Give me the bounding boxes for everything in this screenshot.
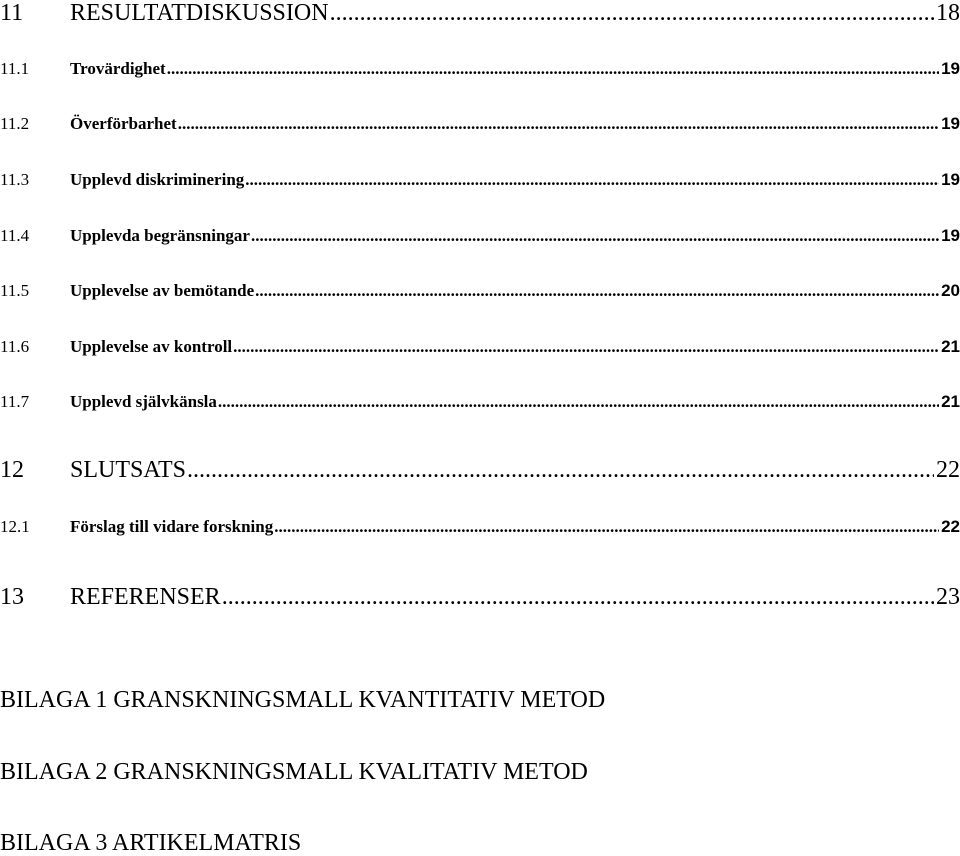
toc-number: 11.7 — [0, 392, 30, 411]
toc-page-number: 22 — [941, 517, 960, 536]
toc-entry-11-6[interactable] — [0, 338, 960, 355]
toc-title: Upplevd diskriminering — [70, 170, 245, 189]
toc-page-number: 20 — [941, 281, 960, 300]
toc-leader — [233, 338, 939, 355]
toc-entry-chapter-11[interactable] — [0, 1, 960, 25]
toc-leader — [187, 458, 934, 482]
toc-title: Förslag till vidare forskning — [70, 517, 274, 536]
toc-title: Överförbarhet — [70, 114, 177, 133]
toc-entry-12-1[interactable] — [0, 518, 960, 535]
toc-number: 11.2 — [0, 114, 30, 133]
toc-title: REFERENSER — [70, 584, 221, 610]
toc-number: 12 — [0, 457, 24, 483]
toc-title: SLUTSATS — [70, 457, 187, 483]
toc-title: RESULTATDISKUSSION — [70, 0, 329, 26]
appendix-2-heading: BILAGA 2 GRANSKNINGSMALL KVALITATIV METOD — [0, 759, 588, 785]
toc-number: 11 — [0, 0, 24, 26]
toc-page-number: 21 — [941, 337, 960, 356]
toc-entry-11-3[interactable] — [0, 171, 960, 188]
toc-page-number: 19 — [941, 226, 960, 245]
toc-entry-11-7[interactable] — [0, 393, 960, 410]
toc-number: 11.1 — [0, 59, 30, 78]
toc-leader — [330, 1, 934, 25]
appendix-1-heading: BILAGA 1 GRANSKNINGSMALL KVANTITATIV METOD — [0, 687, 606, 713]
toc-title: Upplevelse av kontroll — [70, 337, 233, 356]
toc-entry-11-1[interactable] — [0, 60, 960, 77]
toc-page-number: 19 — [941, 170, 960, 189]
toc-leader — [274, 518, 939, 535]
toc-leader — [167, 60, 939, 77]
toc-page-number: 19 — [941, 59, 960, 78]
toc-leader — [245, 171, 939, 188]
toc-number: 11.4 — [0, 226, 30, 245]
toc-page-number: 18 — [936, 0, 960, 26]
toc-leader — [222, 585, 934, 609]
toc-number: 11.5 — [0, 281, 30, 300]
toc-title: Trovärdighet — [70, 59, 166, 78]
toc-page-number: 22 — [936, 457, 960, 483]
toc-entry-chapter-13[interactable] — [0, 585, 960, 609]
toc-number: 12.1 — [0, 517, 30, 536]
toc-leader — [255, 282, 939, 299]
toc-number: 13 — [0, 584, 24, 610]
toc-page-number: 21 — [941, 392, 960, 411]
toc-leader — [218, 393, 939, 410]
appendix-3-heading: BILAGA 3 ARTIKELMATRIS — [0, 830, 302, 856]
toc-entry-11-4[interactable] — [0, 227, 960, 244]
toc-number: 11.6 — [0, 337, 30, 356]
toc-leader — [178, 115, 939, 132]
toc-entry-11-5[interactable] — [0, 282, 960, 299]
toc-title: Upplevd självkänsla — [70, 392, 217, 411]
toc-number: 11.3 — [0, 170, 30, 189]
toc-page-number: 19 — [941, 114, 960, 133]
toc-leader — [251, 227, 939, 244]
toc-title: Upplevda begränsningar — [70, 226, 250, 245]
toc-entry-chapter-12[interactable] — [0, 458, 960, 482]
toc-title: Upplevelse av bemötande — [70, 281, 255, 300]
toc-page-number: 23 — [936, 584, 960, 610]
toc-entry-11-2[interactable] — [0, 115, 960, 132]
